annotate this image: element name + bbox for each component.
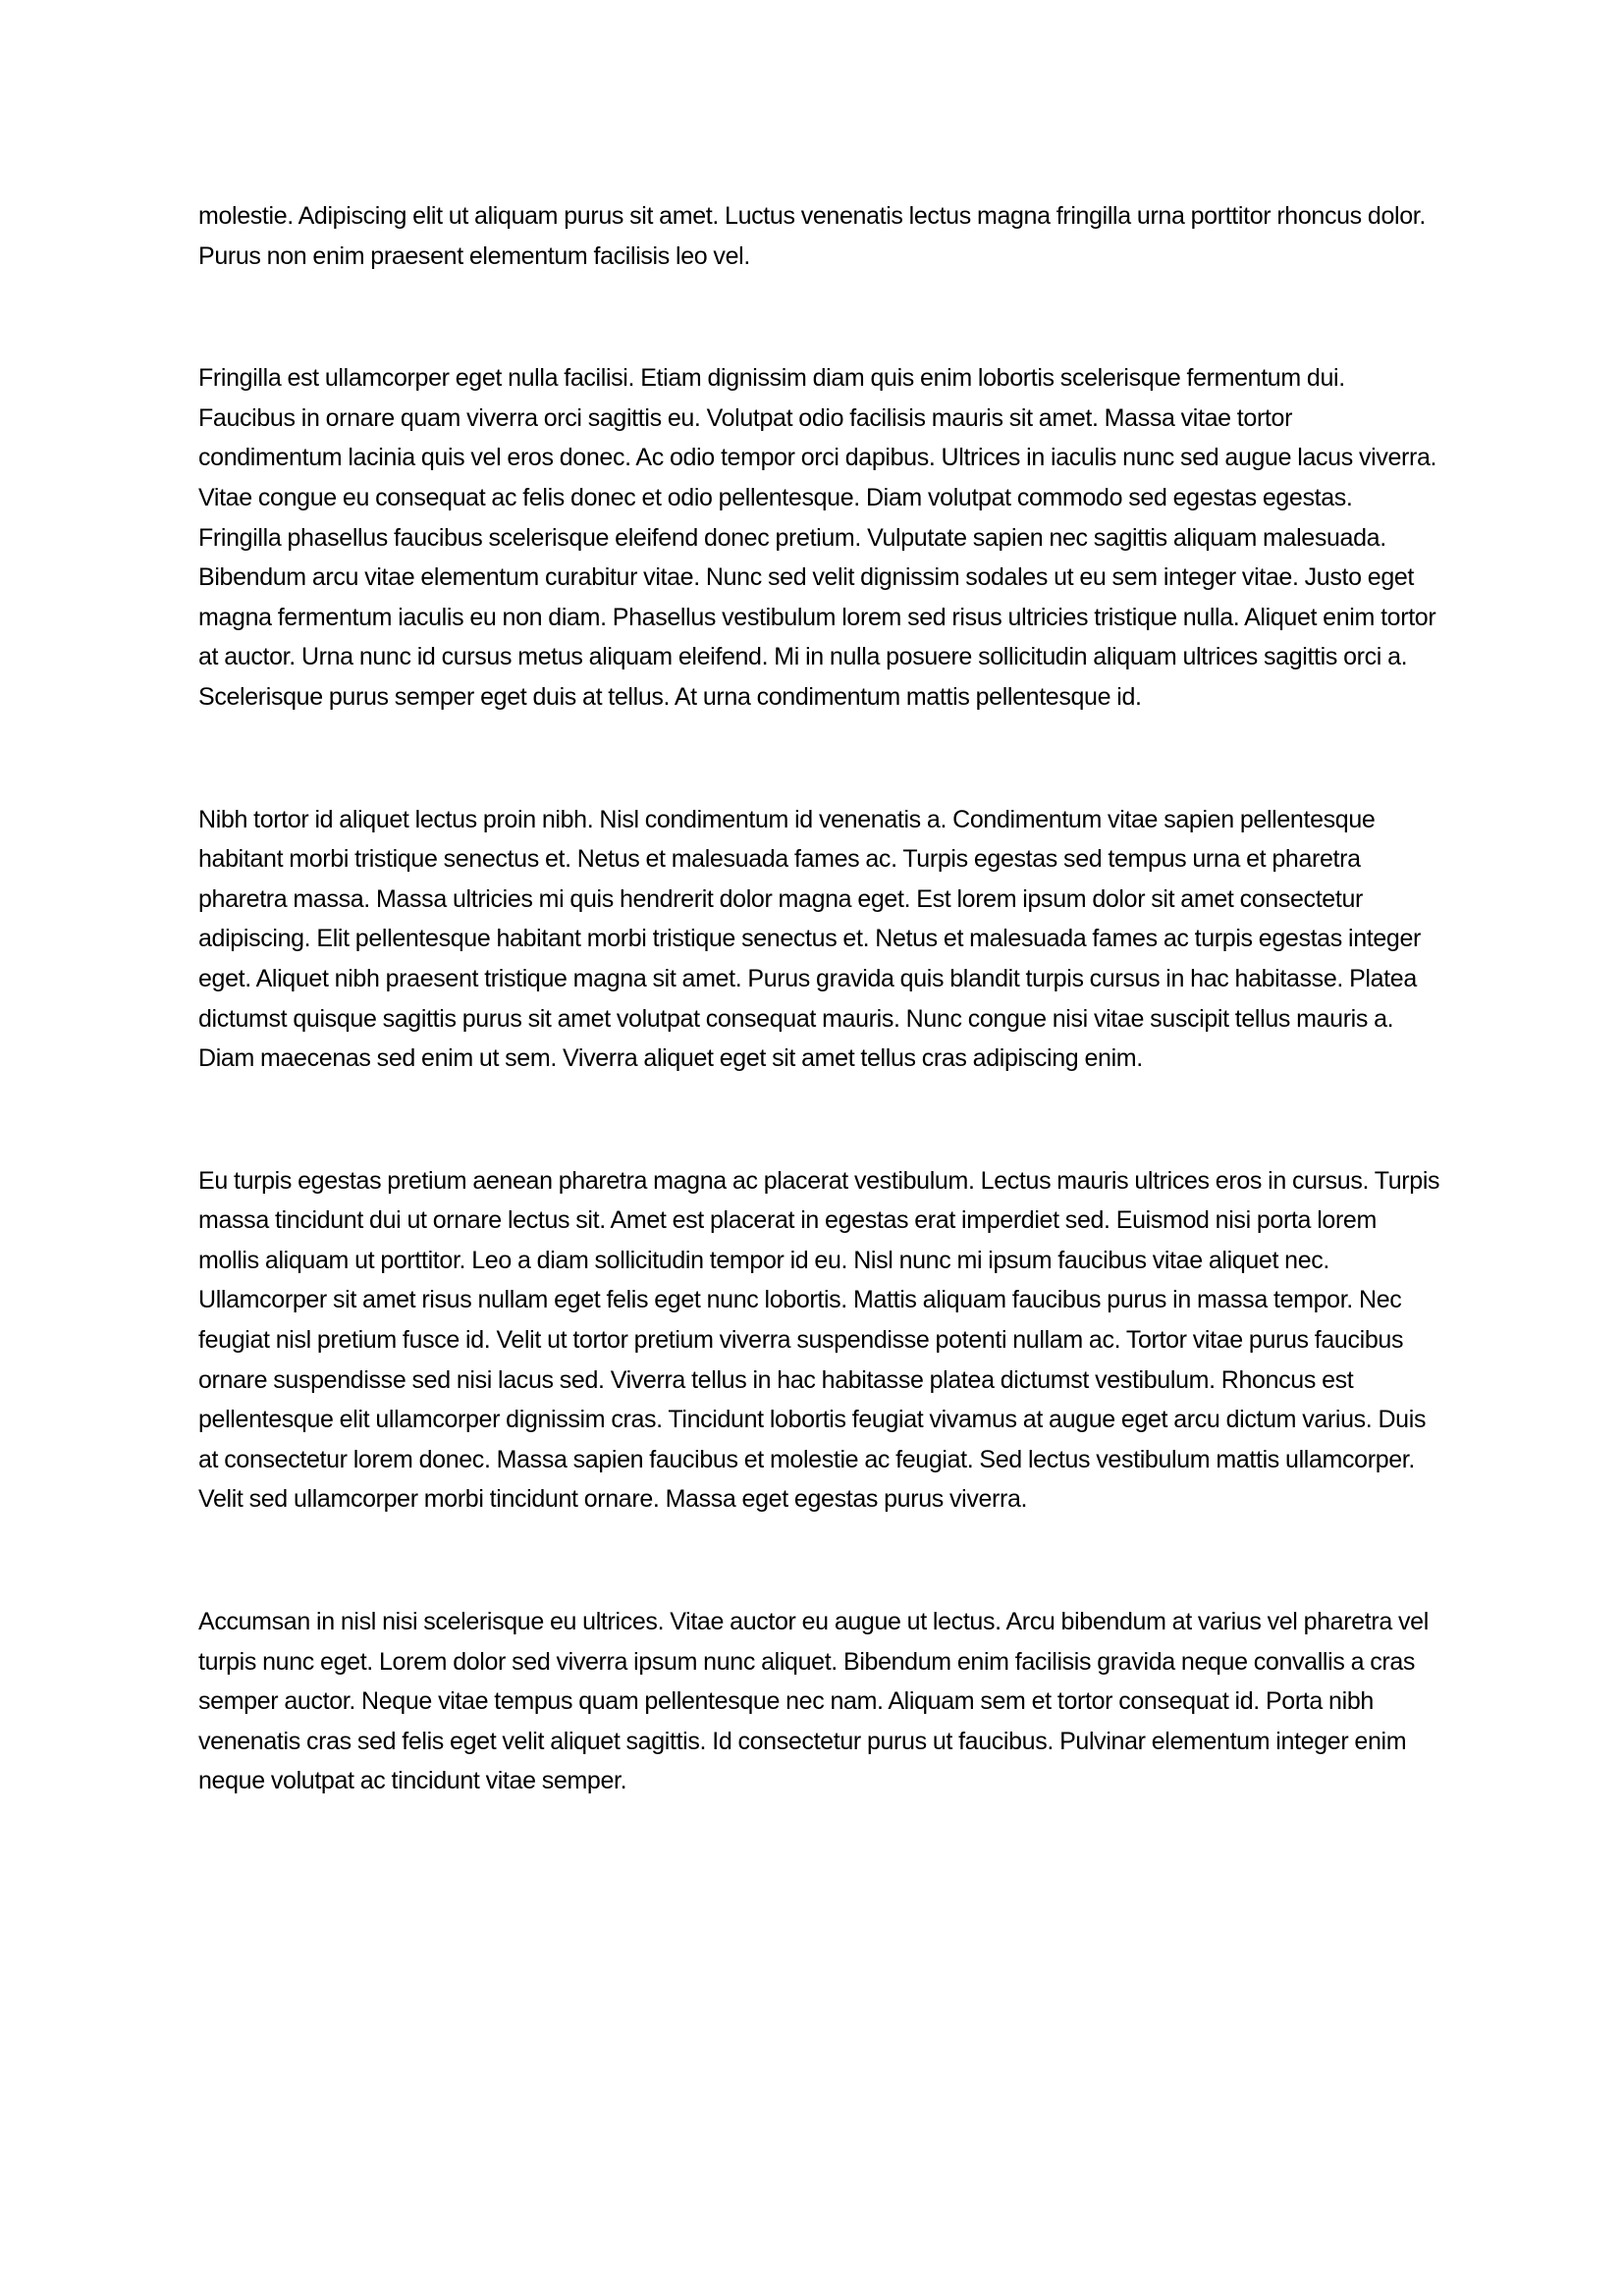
paragraph-1: molestie. Adipiscing elit ut aliquam purus sit amet. Luctus venenatis lectus magna fringilla urna porttitor rhoncus dolor. Purus non enim praesent elementum facilisis leo vel.: [198, 202, 1426, 270]
paragraph-3: Nibh tortor id aliquet lectus proin nibh. Nisl condimentum id venenatis a. Condimentum vitae sapien pellentesque habitant morbi tristique senectus et. Netus et malesuada fames ac. Turpis egestas sed tempus urna et pharetra pharetra massa. Massa ultricies mi quis hendrerit dolor magna eget. Est lorem ipsum dolor sit amet consectetur adipiscing. Elit pellentesque habitant morbi tristique senectus et. Netus et malesuada fames ac turpis egestas integer eget. Aliquet nibh praesent tristique magna sit amet. Purus gravida quis blandit turpis cursus in hac habitasse. Platea dictumst quisque sagittis purus sit amet volutpat consequat mauris. Nunc congue nisi vitae suscipit tellus mauris a. Diam maecenas sed enim ut sem. Viverra aliquet eget sit amet tellus cras adipiscing enim.: [198, 805, 1421, 1073]
document-page: [198, 196, 1440, 1884]
paragraph-4: Eu turpis egestas pretium aenean pharetra magna ac placerat vestibulum. Lectus mauris ultrices eros in cursus. Turpis massa tincidunt dui ut ornare lectus sit. Amet est placerat in egestas erat imperdiet sed. Euismod nisi porta lorem mollis aliquam ut porttitor. Leo a diam sollicitudin tempor id eu. Nisl nunc mi ipsum faucibus vitae aliquet nec. Ullamcorper sit amet risus nullam eget felis eget nunc lobortis. Mattis aliquam faucibus purus in massa tempor. Nec feugiat nisl pretium fusce id. Velit ut tortor pretium viverra suspendisse potenti nullam ac. Tortor vitae purus faucibus ornare suspendisse sed nisi lacus sed. Viverra tellus in hac habitasse platea dictumst vestibulum. Rhoncus est pellentesque elit ullamcorper dignissim cras. Tincidunt lobortis feugiat vivamus at augue eget arcu dictum varius. Duis at consectetur lorem donec. Massa sapien faucibus et molestie ac feugiat. Sed lectus vestibulum mattis ullamcorper. Velit sed ullamcorper morbi tincidunt ornare. Massa eget egestas purus viverra.: [198, 1166, 1440, 1514]
paragraph-5: Accumsan in nisl nisi scelerisque eu ultrices. Vitae auctor eu augue ut lectus. Arcu bibendum at varius vel pharetra vel turpis nunc eget. Lorem dolor sed viverra ipsum nunc aliquet. Bibendum enim facilisis gravida neque convallis a cras semper auctor. Neque vitae tempus quam pellentesque nec nam. Aliquam sem et tortor consequat id. Porta nibh venenatis cras sed felis eget velit aliquet sagittis. Id consectetur purus ut faucibus. Pulvinar elementum integer enim neque volutpat ac tincidunt vitae semper.: [198, 1608, 1429, 1795]
paragraph-2: Fringilla est ullamcorper eget nulla facilisi. Etiam dignissim diam quis enim lobortis scelerisque fermentum dui. Faucibus in ornare quam viverra orci sagittis eu. Volutpat odio facilisis mauris sit amet. Massa vitae tortor condimentum lacinia quis vel eros donec. Ac odio tempor orci dapibus. Ultrices in iaculis nunc sed augue lacus viverra. Vitae congue eu consequat ac felis donec et odio pellentesque. Diam volutpat commodo sed egestas egestas. Fringilla phasellus faucibus scelerisque eleifend donec pretium. Vulputate sapien nec sagittis aliquam malesuada. Bibendum arcu vitae elementum curabitur vitae. Nunc sed velit dignissim sodales ut eu sem integer vitae. Justo eget magna fermentum iaculis eu non diam. Phasellus vestibulum lorem sed risus ultricies tristique nulla. Aliquet enim tortor at auctor. Urna nunc id cursus metus aliquam eleifend. Mi in nulla posuere sollicitudin aliquam ultrices sagittis orci a. Scelerisque purus semper eget duis at tellus. At urna condimentum mattis pellentesque id.: [198, 364, 1437, 711]
